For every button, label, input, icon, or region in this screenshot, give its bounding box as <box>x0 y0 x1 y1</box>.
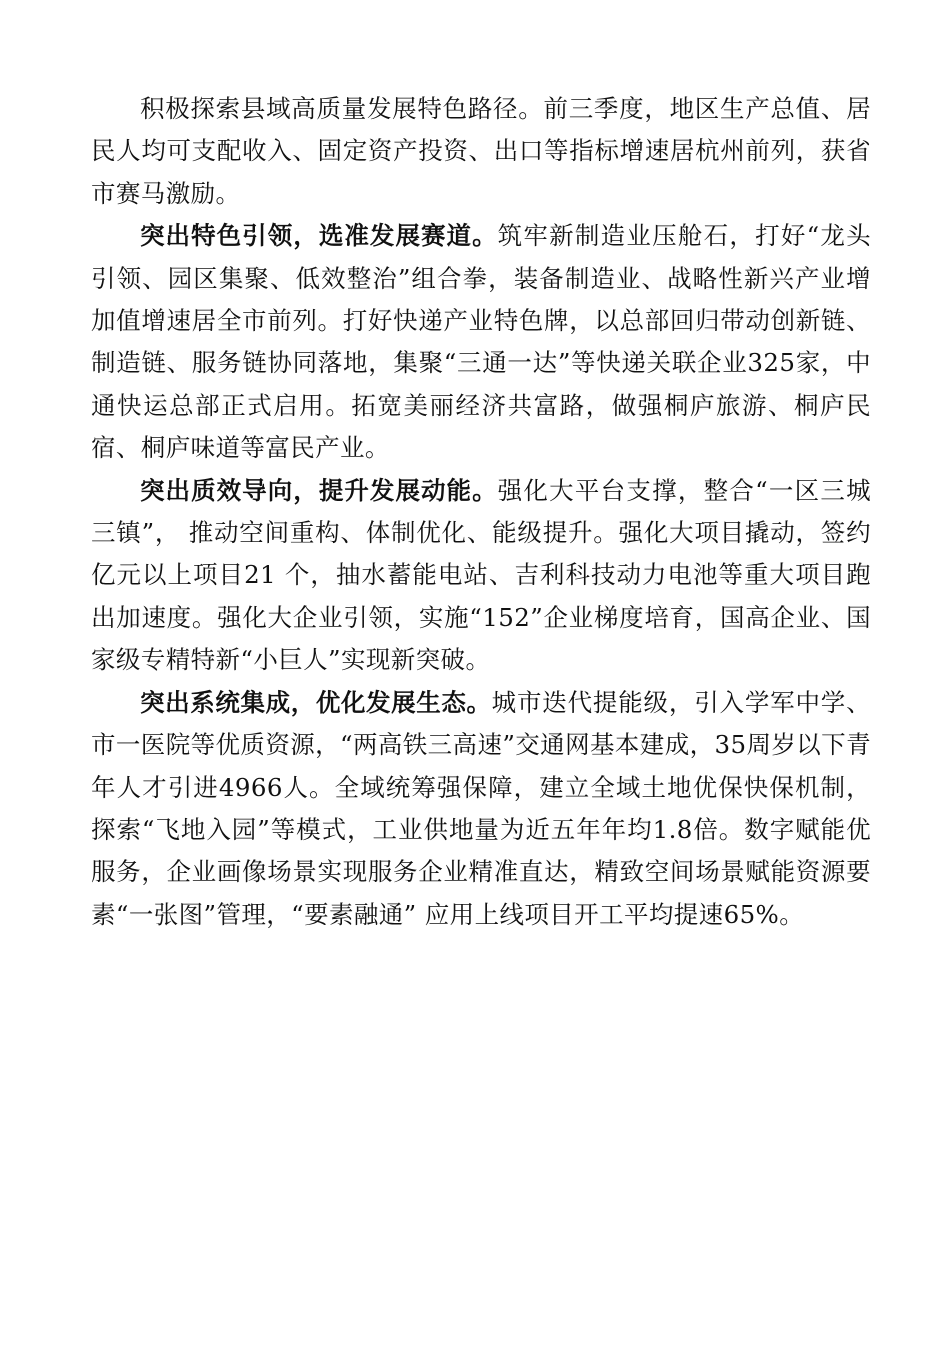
paragraph-heading: 突出系统集成，优化发展生态。 <box>140 687 492 717</box>
paragraph-quality-efficiency <box>91 470 871 682</box>
paragraph-heading: 突出特色引领，选准发展赛道。 <box>140 221 498 251</box>
paragraph-text: 积极探索县域高质量发展特色路径。前三季度，地区生产总值、居民人均可支配收入、固定资产投资、出口等指标增速居杭州前列，获省市赛马激励。 <box>91 94 871 208</box>
paragraph-text: 强化大平台支撑，整合“一区三城三镇”， 推动空间重构、体制优化、能级提升。强化大项目撬动，签约亿元以上项目21 个，抽水蓄能电站、吉利科技动力电池等重大项目跑出加速度。强化大企业引领，实施“152”企业梯度培育，国高企业、国家级专精特新“小巨人”实现新突破。 <box>91 475 871 675</box>
paragraph-feature-leading <box>91 215 871 469</box>
paragraph-intro <box>91 88 871 215</box>
paragraph-text: 筑牢新制造业压舱石，打好“龙头引领、园区集聚、低效整治”组合拳，装备制造业、战略性新兴产业增加值增速居全市前列。打好快递产业特色牌，以总部回归带动创新链、制造链、服务链协同落地，集聚“三通一达”等快递关联企业325家，中通快运总部正式启用。拓宽美丽经济共富路，做强桐庐旅游、桐庐民宿、桐庐味道等富民产业。 <box>91 221 871 463</box>
paragraph-heading: 突出质效导向，提升发展动能。 <box>140 475 498 505</box>
document-body <box>91 88 871 936</box>
paragraph-text: 城市迭代提能级，引入学军中学、市一医院等优质资源，“两高铁三高速”交通网基本建成，35周岁以下青年人才引进4966人。全域统筹强保障，建立全域土地优保快保机制，探索“飞地入园”等模式，工业供地量为近五年年均1.8倍。数字赋能优服务，企业画像场景实现服务企业精准直达，精致空间场景赋能资源要素“一张图”管理，“要素融通” 应用上线项目开工平均提速65%。 <box>91 687 871 929</box>
paragraph-system-integration <box>91 682 871 936</box>
